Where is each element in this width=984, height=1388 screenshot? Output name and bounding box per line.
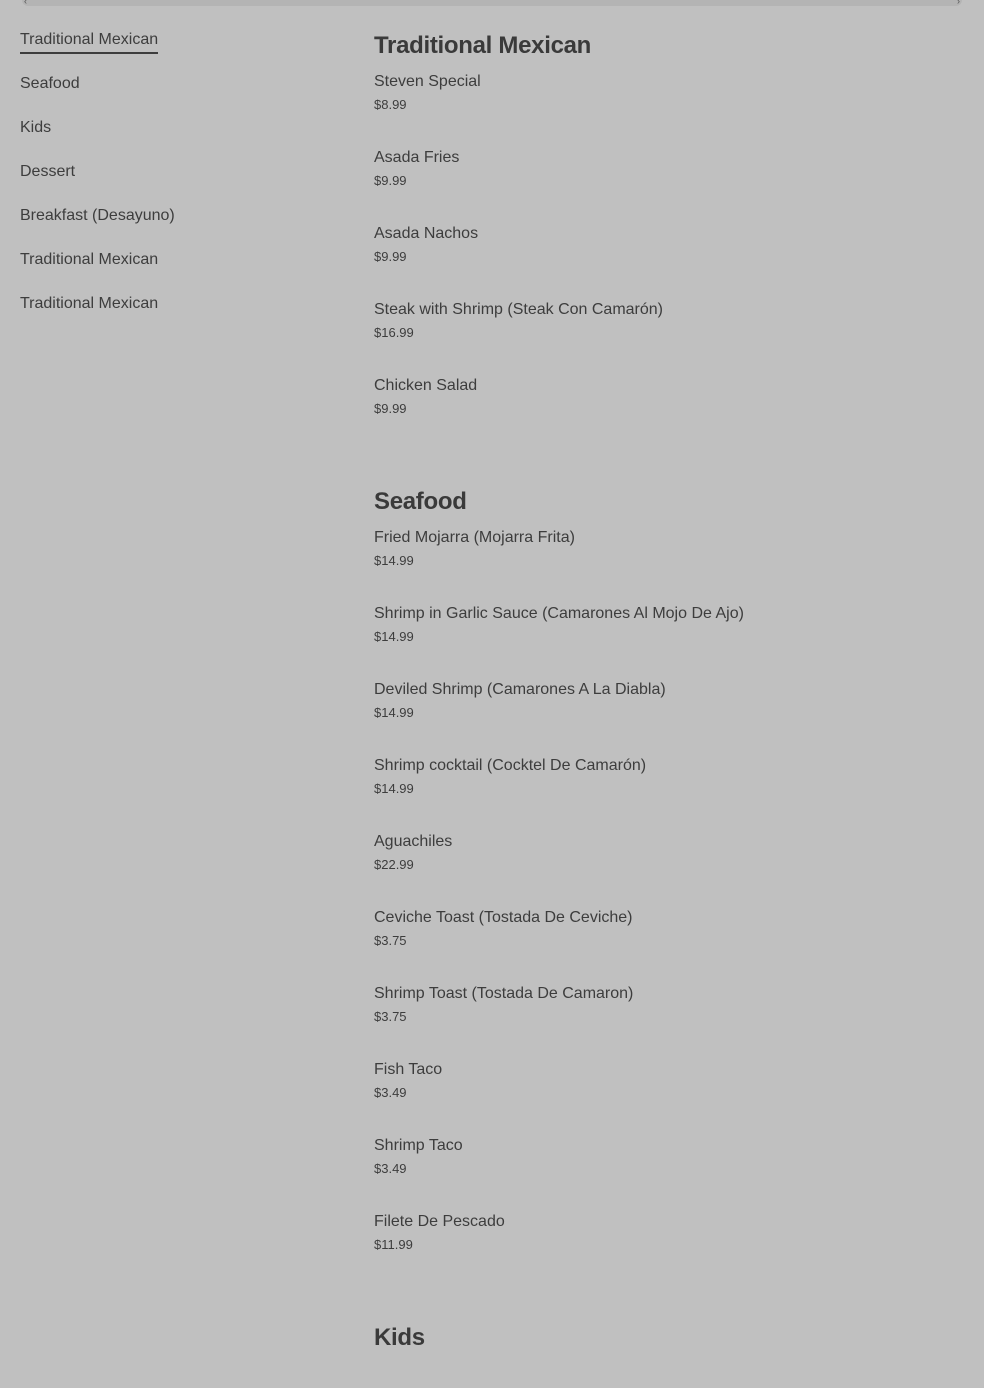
menu-item[interactable] xyxy=(374,832,964,908)
menu-item-name: Aguachiles xyxy=(374,833,453,850)
menu-item[interactable] xyxy=(374,1212,964,1288)
menu-item-name: Asada Fries xyxy=(374,149,460,166)
menu-item-name: Steak with Shrimp (Steak Con Camarón) xyxy=(374,301,663,318)
menu-item[interactable] xyxy=(374,72,964,148)
section-title: Kids xyxy=(374,1324,425,1351)
menu-item-name: Deviled Shrimp (Camarones A La Diabla) xyxy=(374,681,666,698)
menu-item-price: $9.99 xyxy=(374,401,407,416)
menu-item[interactable] xyxy=(374,148,964,224)
category-nav xyxy=(20,30,320,338)
menu-item-price: $14.99 xyxy=(374,705,414,720)
nav-item-label: Traditional Mexican xyxy=(20,295,159,312)
nav-item-label: Breakfast (Desayuno) xyxy=(20,207,175,224)
nav-item-label: Kids xyxy=(20,119,52,136)
menu-section-seafood xyxy=(374,486,964,1288)
menu-item-price: $16.99 xyxy=(374,325,414,340)
menu-item[interactable] xyxy=(374,528,964,604)
nav-item-traditional-mexican-3[interactable] xyxy=(20,294,320,338)
nav-item-breakfast[interactable] xyxy=(20,206,320,250)
menu-item-name: Shrimp in Garlic Sauce (Camarones Al Mojo De Ajo) xyxy=(374,605,744,622)
menu-item-price: $11.99 xyxy=(374,1237,413,1252)
menu-item[interactable] xyxy=(374,756,964,832)
menu-item-price: $22.99 xyxy=(374,857,414,872)
menu-item-price: $14.99 xyxy=(374,553,414,568)
menu-item[interactable] xyxy=(374,224,964,300)
menu-item-name: Filete De Pescado xyxy=(374,1213,505,1230)
nav-item-label: Dessert xyxy=(20,163,76,180)
menu-item-price: $9.99 xyxy=(374,173,407,188)
menu-item-name: Shrimp Toast (Tostada De Camaron) xyxy=(374,985,634,1002)
menu-item[interactable] xyxy=(374,984,964,1060)
menu-item-name: Steven Special xyxy=(374,73,481,90)
menu-section-traditional-mexican xyxy=(374,30,964,452)
scroll-right-icon[interactable]: › xyxy=(957,0,960,6)
menu-item-price: $14.99 xyxy=(374,629,414,644)
nav-item-seafood[interactable] xyxy=(20,74,320,118)
nav-item-traditional-mexican[interactable] xyxy=(20,30,320,74)
menu-item-name: Fish Taco xyxy=(374,1061,443,1078)
menu-item[interactable] xyxy=(374,300,964,376)
menu-item-price: $3.49 xyxy=(374,1085,407,1100)
menu-item-name: Shrimp cocktail (Cocktel De Camarón) xyxy=(374,757,647,774)
menu-item-name: Ceviche Toast (Tostada De Ceviche) xyxy=(374,909,633,926)
nav-item-label: Traditional Mexican xyxy=(20,30,158,54)
menu-item-price: $8.99 xyxy=(374,97,407,112)
menu-item-price: $14.99 xyxy=(374,781,414,796)
menu-item-price: $3.49 xyxy=(374,1161,407,1176)
menu-item[interactable] xyxy=(374,1136,964,1212)
menu-item[interactable] xyxy=(374,604,964,680)
scroll-left-icon[interactable]: ‹ xyxy=(24,0,27,6)
menu-item-price: $3.75 xyxy=(374,933,407,948)
menu-section-kids xyxy=(374,1322,964,1354)
menu-item[interactable] xyxy=(374,680,964,756)
menu-item-name: Fried Mojarra (Mojarra Frita) xyxy=(374,529,575,546)
nav-item-label: Seafood xyxy=(20,75,80,92)
nav-item-traditional-mexican-2[interactable] xyxy=(20,250,320,294)
nav-item-dessert[interactable] xyxy=(20,162,320,206)
nav-item-kids[interactable] xyxy=(20,118,320,162)
menu-item-name: Chicken Salad xyxy=(374,377,478,394)
nav-item-label: Traditional Mexican xyxy=(20,251,159,268)
menu-item-price: $9.99 xyxy=(374,249,407,264)
menu-item-name: Shrimp Taco xyxy=(374,1137,463,1154)
section-title: Traditional Mexican xyxy=(374,32,592,59)
menu-item[interactable] xyxy=(374,376,964,452)
horizontal-scrollbar[interactable] xyxy=(22,0,962,6)
menu-content xyxy=(374,30,964,1388)
menu-item-name: Asada Nachos xyxy=(374,225,479,242)
menu-item[interactable] xyxy=(374,908,964,984)
section-title: Seafood xyxy=(374,488,467,515)
menu-item[interactable] xyxy=(374,1060,964,1136)
menu-item-price: $3.75 xyxy=(374,1009,407,1024)
